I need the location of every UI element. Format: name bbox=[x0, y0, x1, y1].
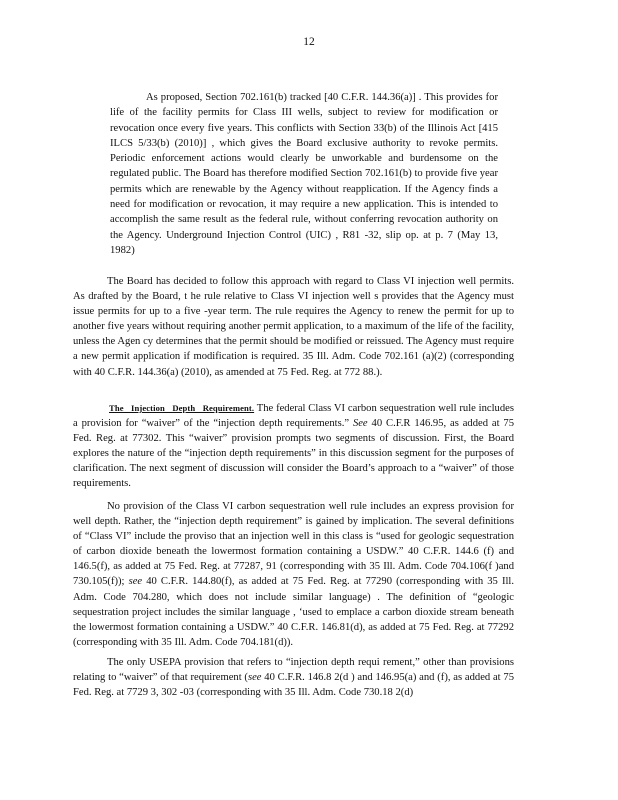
citation-signal: see bbox=[128, 576, 143, 588]
body-paragraph-injection-depth bbox=[73, 401, 514, 492]
paragraph-text: No provision of the Class VI carbon sequestration well rule includes an express provision for well depth. Rather, the “injection depth requirement” is gained by implication. The several definitions of “Class VI” include the proviso that an injection well in this class is “used for geologic sequestration of carbon dioxide beneath the lowermost formation containing a USDW.” 40 C.F.R. 144.6 (f) and 146.5(f), as added at 75 Fed. Reg. at 77287, 91 (corresponding with 35 Ill. Adm. Code 704.106(f )and 730.105(f)); bbox=[73, 501, 514, 588]
body-paragraph-usepa-provision bbox=[73, 655, 514, 700]
section-heading: The Injection Depth Requirement. bbox=[109, 403, 255, 413]
paragraph-text: 40 C.F.R 146.95, as added at 75 Fed. Reg. at 77302. This “waiver” provision prompts two segments of discussion. First, the Board explores the nature of the “injection depth requirements” in this discussion segment for the purposes of clarification. The next segment of discussion will consider the Board’s approach to a “waiver” of those requirements. bbox=[73, 418, 514, 490]
page-number: 12 bbox=[303, 36, 315, 48]
body-paragraph-well-depth bbox=[73, 499, 514, 650]
citation-signal: see bbox=[247, 672, 262, 684]
body-paragraph-board-approach: The Board has decided to follow this approach with regard to Class VI injection well permits. As drafted by the Board, t he rule relative to Class VI injection well s provides that the Agency must issue permits for up to a five -year term. The rule requires the Agency to renew the permit for up to another five years without requiring another permit application, to a maximum of the life of the facility, unless the Agen cy determines that the permit should be modified or reissued. The Agency must require a new permit application if modification is required. 35 Ill. Adm. Code 702.161 (a)(2) (corresponding with 40 C.F.R. 144.36(a) (2010), as amended at 75 Fed. Reg. at 772 88.). bbox=[73, 276, 514, 378]
paragraph-text: 40 C.F.R. 144.80(f), as added at 75 Fed. Reg. at 77290 (corresponding with 35 Ill. Adm. Code 704.280, which does not include similar language) . The definition of “geologic sequestration project includes the similar language , ‘used to emplace a carbon dioxide stream beneath the lowermost formation containing a USDW.” 40 C.F.R. 146.81(d), as added at 75 Fed. Reg. at 77292 (corresponding with 35 Ill. Adm. Code 704.181(d)). bbox=[73, 576, 515, 648]
paragraph-text: 40 C.F.R. 146.8 2(d ) and 146.95(a) and (f), as added at 75 Fed. Reg. at 7729 3, 302 -03 (corresponding with 35 Ill. Adm. Code 730.18 2(d) bbox=[73, 672, 514, 699]
paragraph-text: The federal Class VI carbon sequestration well rule includes a provision for “waiver” of the “injection depth requirements.” bbox=[73, 403, 514, 430]
block-quote-paragraph: As proposed, Section 702.161(b) tracked [40 C.F.R. 144.36(a)] . This provides for life of the facility permits for Class III wells, subject to review for modification or revocation once every five years. This conflicts with Section 33(b) of the Illinois Act [415 ILCS 5/33(b) (2010)] , which gives the Board exclusive authority to revoke permits. Periodic enforcement actions would clearly be unworkable and burdensome on the regulated public. The Board has therefore modified Section 702.161(b) to provide five year permits which are renewable by the Agency without reapplication. If the Agency finds a need for modification or revocation, it may require a new application. This is intended to accomplish the same result as the federal rule, without conferring revocation authority on the Agency. Underground Injection Control (UIC) , R81 -32, slip op. at p. 7 (May 13, 1982) bbox=[110, 92, 498, 256]
paragraph-text: The only USEPA provision that refers to “injection depth requi rement,” other than provisions relating to “waiver” of that requirement ( bbox=[73, 657, 514, 684]
citation-signal: See bbox=[352, 418, 368, 430]
